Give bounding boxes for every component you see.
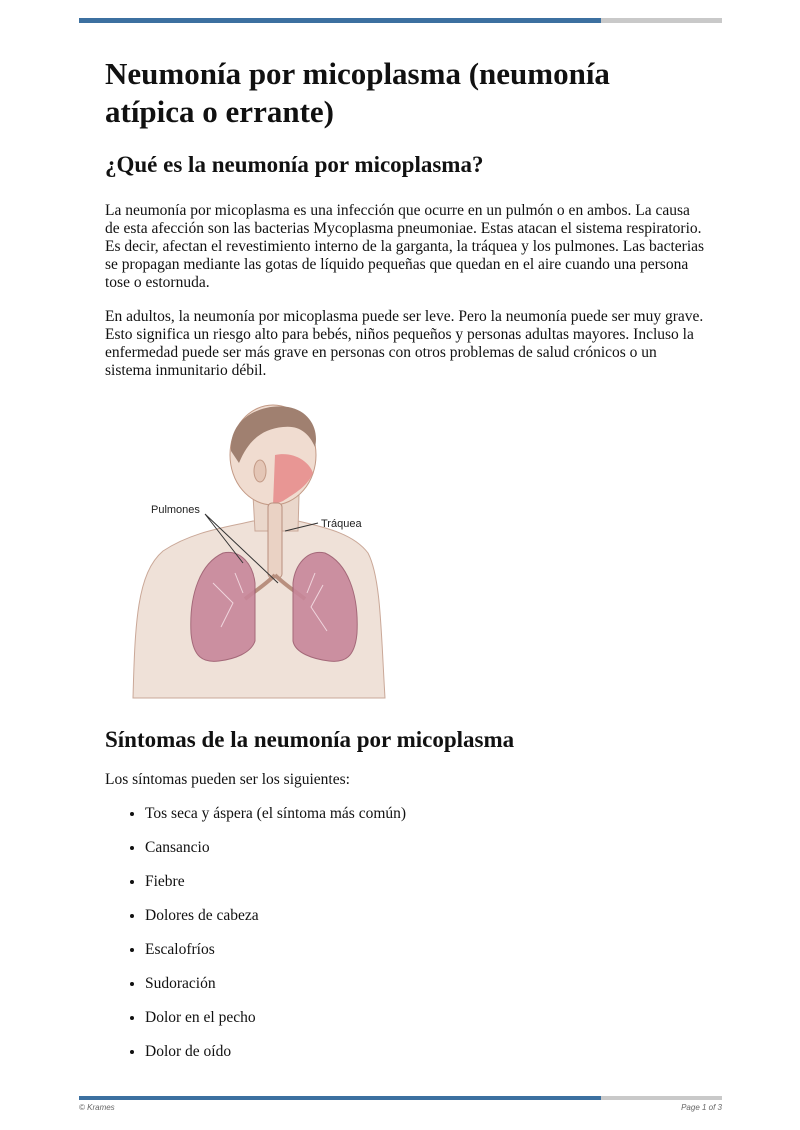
label-trachea: Tráquea xyxy=(321,518,362,530)
footer-page-number: Page 1 of 3 xyxy=(681,1103,722,1112)
top-rule-gray xyxy=(601,18,722,23)
list-item: • Cansancio xyxy=(145,839,705,857)
list-item: • Sudoración xyxy=(145,975,705,993)
anatomy-illustration xyxy=(123,403,403,703)
label-lungs: Pulmones xyxy=(151,504,200,516)
respiratory-system-drawing xyxy=(123,403,403,703)
symptom-list xyxy=(105,805,705,1061)
footer-copyright: © Krames xyxy=(79,1103,115,1112)
section-heading-symptoms: Síntomas de la neumonía por micoplasma xyxy=(105,727,515,752)
list-item: • Dolor de oído xyxy=(145,1043,705,1061)
section-heading-what-is: ¿Qué es la neumonía por micoplasma? xyxy=(105,152,484,177)
list-item: • Escalofríos xyxy=(145,941,705,959)
list-item: • Tos seca y áspera (el síntoma más común) xyxy=(145,805,705,823)
document-body xyxy=(105,55,705,1077)
paragraph-severity: En adultos, la neumonía por micoplasma puede ser leve. Pero la neumonía puede ser muy grave. Esto significa un riesgo alto para bebés, niños pequeños y personas adultas mayores. Incluso la enfermedad puede ser más grave en personas con otros problemas de salud crónicos o un sistema inmunitario débil. xyxy=(105,308,704,379)
ear-shape xyxy=(254,460,266,482)
page-title: Neumonía por micoplasma (neumonía atípica o errante) xyxy=(105,56,610,129)
top-rule-blue xyxy=(79,18,601,23)
list-item: • Dolores de cabeza xyxy=(145,907,705,925)
bottom-rule-gray xyxy=(601,1096,722,1100)
bottom-rule-blue xyxy=(79,1096,601,1100)
list-item: • Fiebre xyxy=(145,873,705,891)
top-rule xyxy=(79,18,722,23)
trachea-shape xyxy=(268,503,282,578)
list-item: • Dolor en el pecho xyxy=(145,1009,705,1027)
symptoms-intro: Los síntomas pueden ser los siguientes: xyxy=(105,771,350,788)
paragraph-definition: La neumonía por micoplasma es una infección que ocurre en un pulmón o en ambos. La causa de esta afección son las bacterias Mycoplasma pneumoniae. Estas atacan el sistema respiratorio. Es decir, afectan el revestimiento interno de la garganta, la tráquea y los pulmones. Las bacterias se propagan mediante las gotas de líquido pequeñas que quedan en el aire cuando una persona tose o estornuda. xyxy=(105,202,705,291)
bottom-rule xyxy=(79,1096,722,1100)
